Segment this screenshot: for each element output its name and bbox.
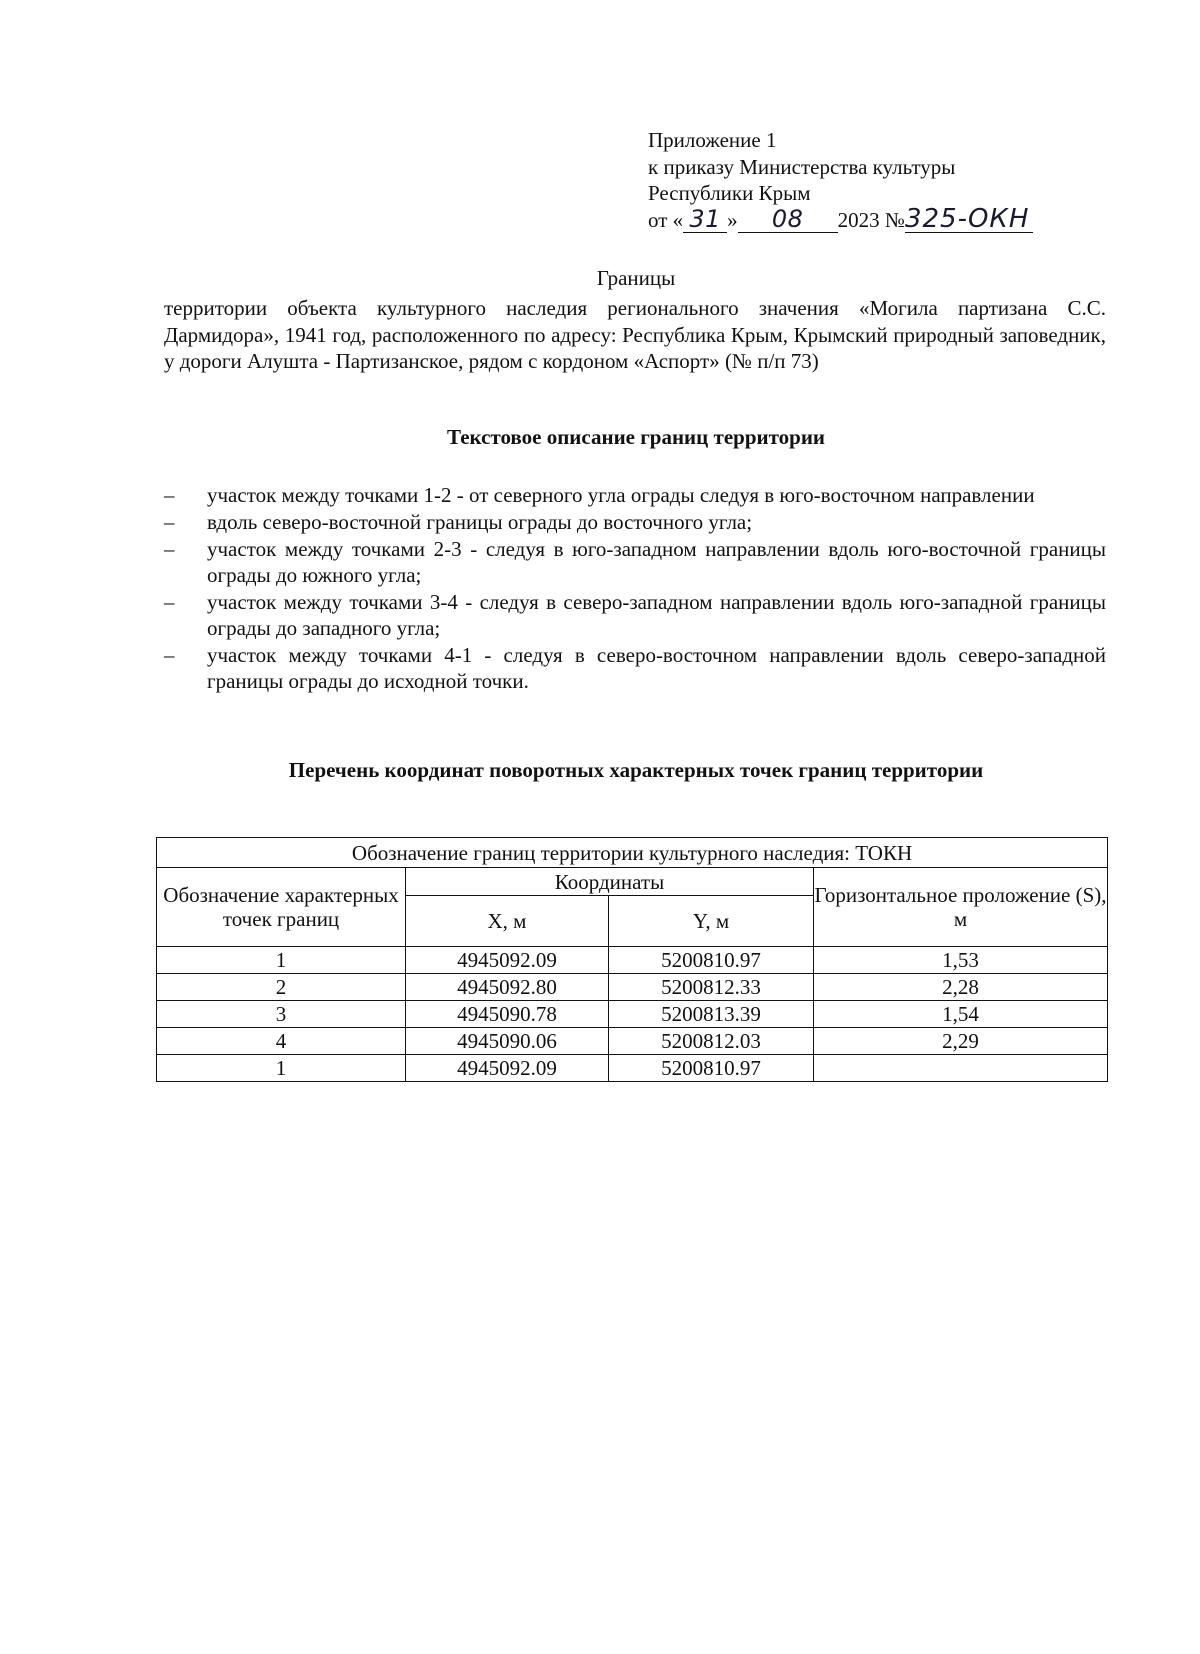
table-header-row (157, 868, 1108, 896)
cell-y: 5200812.33 (609, 974, 814, 1001)
appendix-line-3: Республики Крым (648, 181, 811, 205)
appendix-line-1: Приложение 1 (648, 128, 777, 152)
cell-y: 5200810.97 (609, 947, 814, 974)
handwritten-order-number (904, 203, 1033, 234)
appendix-block (648, 127, 1033, 233)
header-coordinates: Координаты (406, 868, 814, 896)
list-item-text: участок между точками 3-4 - следуя в северо-западном направлении вдоль юго-западной границы ограды до западного угла; (207, 590, 1106, 640)
cell-s: 1,54 (814, 1001, 1108, 1028)
table-caption: Обозначение границ территории культурного наследия: ТОКН (157, 838, 1108, 868)
cell-s: 1,53 (814, 947, 1108, 974)
cell-x: 4945090.06 (406, 1028, 609, 1055)
text-description-heading: Текстовое описание границ территории (446, 425, 826, 449)
cell-point: 2 (157, 974, 406, 1001)
bullet-dash: – (164, 643, 175, 667)
bullet-dash: – (164, 483, 175, 507)
intro-paragraph: территории объекта культурного наследия регионального значения «Могила партизана С.С. Дармидора», 1941 год, расположенного по адресу: Республика Крым, Крымский природный заповедник, у дороги Алушта - Партизанское, рядом с кордоном «Аспорт» (№ п/п 73) (164, 296, 1106, 373)
boundary-description-list (164, 482, 1106, 695)
bullet-dash: – (164, 510, 175, 534)
cell-s: 2,28 (814, 974, 1108, 1001)
table-row (157, 1028, 1108, 1055)
table-row (157, 974, 1108, 1001)
date-year: 2023 № (837, 207, 905, 232)
header-point-designation: Обозначение характерных точек границ (157, 868, 406, 947)
table-row (157, 1001, 1108, 1028)
cell-x: 4945092.09 (406, 947, 609, 974)
cell-point: 1 (157, 1055, 406, 1082)
cell-point: 4 (157, 1028, 406, 1055)
list-item (164, 509, 1106, 535)
cell-point: 1 (157, 947, 406, 974)
cell-x: 4945092.80 (406, 974, 609, 1001)
table-row (157, 947, 1108, 974)
list-item-text: участок между точками 4-1 - следуя в северо-восточном направлении вдоль северо-западной границы ограды до исходной точки. (207, 643, 1106, 693)
list-item (164, 482, 1106, 508)
handwritten-day (683, 204, 727, 233)
table-row (157, 1055, 1108, 1082)
bullet-dash: – (164, 537, 175, 561)
cell-y: 5200812.03 (609, 1028, 814, 1055)
cell-s: 2,29 (814, 1028, 1108, 1055)
coordinates-table (156, 837, 1108, 1082)
table-caption-row (157, 838, 1108, 868)
date-day-close: » (727, 207, 738, 232)
cell-x: 4945090.78 (406, 1001, 609, 1028)
cell-y: 5200810.97 (609, 1055, 814, 1082)
document-title: Границы (596, 266, 676, 290)
list-item-text: участок между точками 1-2 - от северного угла ограды следуя в юго-восточном направлении (207, 483, 1035, 507)
cell-x: 4945092.09 (406, 1055, 609, 1082)
bullet-dash: – (164, 590, 175, 614)
cell-s (814, 1055, 1108, 1082)
appendix-line-2: к приказу Министерства культуры (648, 154, 956, 179)
appendix-date-line (648, 203, 1033, 234)
handwritten-month (738, 204, 838, 233)
header-y: Y, м (609, 896, 814, 947)
handwritten-day-text: 31 (689, 204, 721, 233)
header-horizontal-distance: Горизонтальное проложение (S), м (814, 868, 1108, 947)
list-item-text: участок между точками 2-3 - следуя в юго-западном направлении вдоль юго-восточной границы ограды до южного угла; (207, 537, 1106, 587)
cell-y: 5200813.39 (609, 1001, 814, 1028)
list-item (164, 536, 1106, 588)
handwritten-month-text: 08 (771, 204, 804, 233)
list-item-text: вдоль северо-восточной границы ограды до восточного угла; (207, 510, 753, 534)
cell-point: 3 (157, 1001, 406, 1028)
list-item (164, 642, 1106, 694)
handwritten-order-number-text: 325-ОКН (904, 203, 1030, 234)
coordinates-heading: Перечень координат поворотных характерных точек границ территории (288, 758, 984, 782)
date-prefix: от « (648, 207, 684, 232)
list-item (164, 589, 1106, 641)
header-x: X, м (406, 896, 609, 947)
